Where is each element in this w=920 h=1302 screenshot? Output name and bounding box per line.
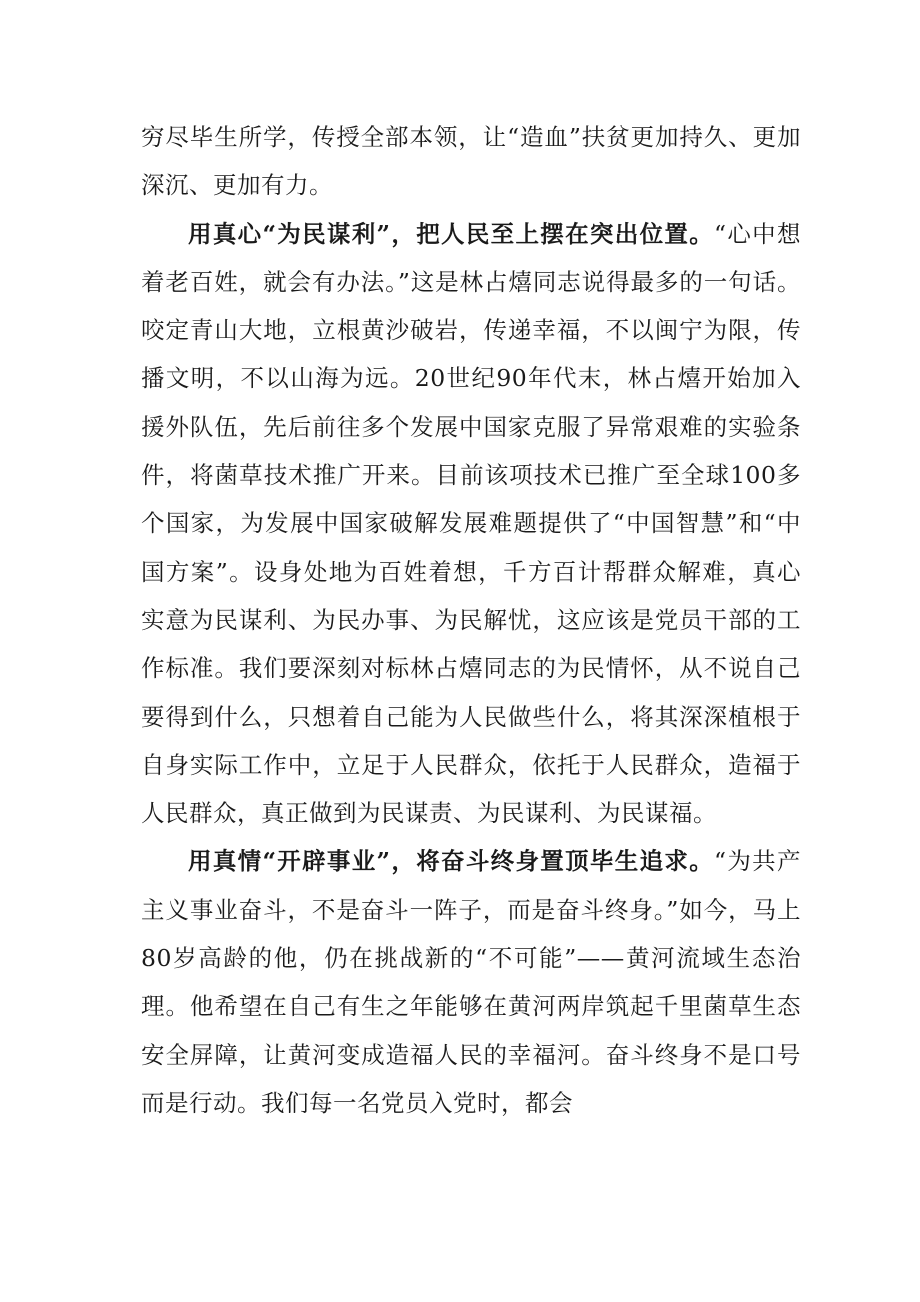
paragraph-1-text: 穷尽毕生所学，传授全部本领，让“造血”扶贫更加持久、更加深沉、更加有力。: [141, 123, 801, 200]
paragraph-2-lead: 用真心“为民谋利”，把人民至上摆在突出位置。: [188, 219, 715, 248]
paragraph-1: [141, 113, 801, 210]
paragraph-3-text: “为共产主义事业奋斗，不是奋斗一阵子，而是奋斗终身。”如今，马上80岁高龄的他，仍在挑战新的“不可能”——黄河流域生态治理。他希望在自己有生之年能够在黄河两岸筑起千里菌草生态安全屏障，让黄河变成造福人民的幸福河。奋斗终身不是口号而是行动。我们每一名党员入党时，都会: [141, 847, 801, 1117]
paragraph-3-lead: 用真情“开辟事业”，将奋斗终身置顶毕生追求。: [188, 847, 715, 876]
paragraph-2-text: “心中想着老百姓，就会有办法。”这是林占熺同志说得最多的一句话。咬定青山大地，立根黄沙破岩，传递幸福，不以闽宁为限，传播文明，不以山海为远。20世纪90年代末，林占熺开始加入援外队伍，先后前往多个发展中国家克服了异常艰难的实验条件，将菌草技术推广开来。目前该项技术已推广至全球100多个国家，为发展中国家破解发展难题提供了“中国智慧”和“中国方案”。设身处地为百姓着想，千方百计帮群众解难，真心实意为民谋利、为民办事、为民解忧，这应该是党员干部的工作标准。我们要深刻对标林占熺同志的为民情怀，从不说自己要得到什么，只想着自己能为人民做些什么，将其深深植根于自身实际工作中，立足于人民群众，依托于人民群众，造福于人民群众，真正做到为民谋责、为民谋利、为民谋福。: [141, 219, 801, 828]
document-body: [141, 113, 801, 1127]
paragraph-3: [141, 837, 801, 1127]
paragraph-2: [141, 210, 801, 838]
